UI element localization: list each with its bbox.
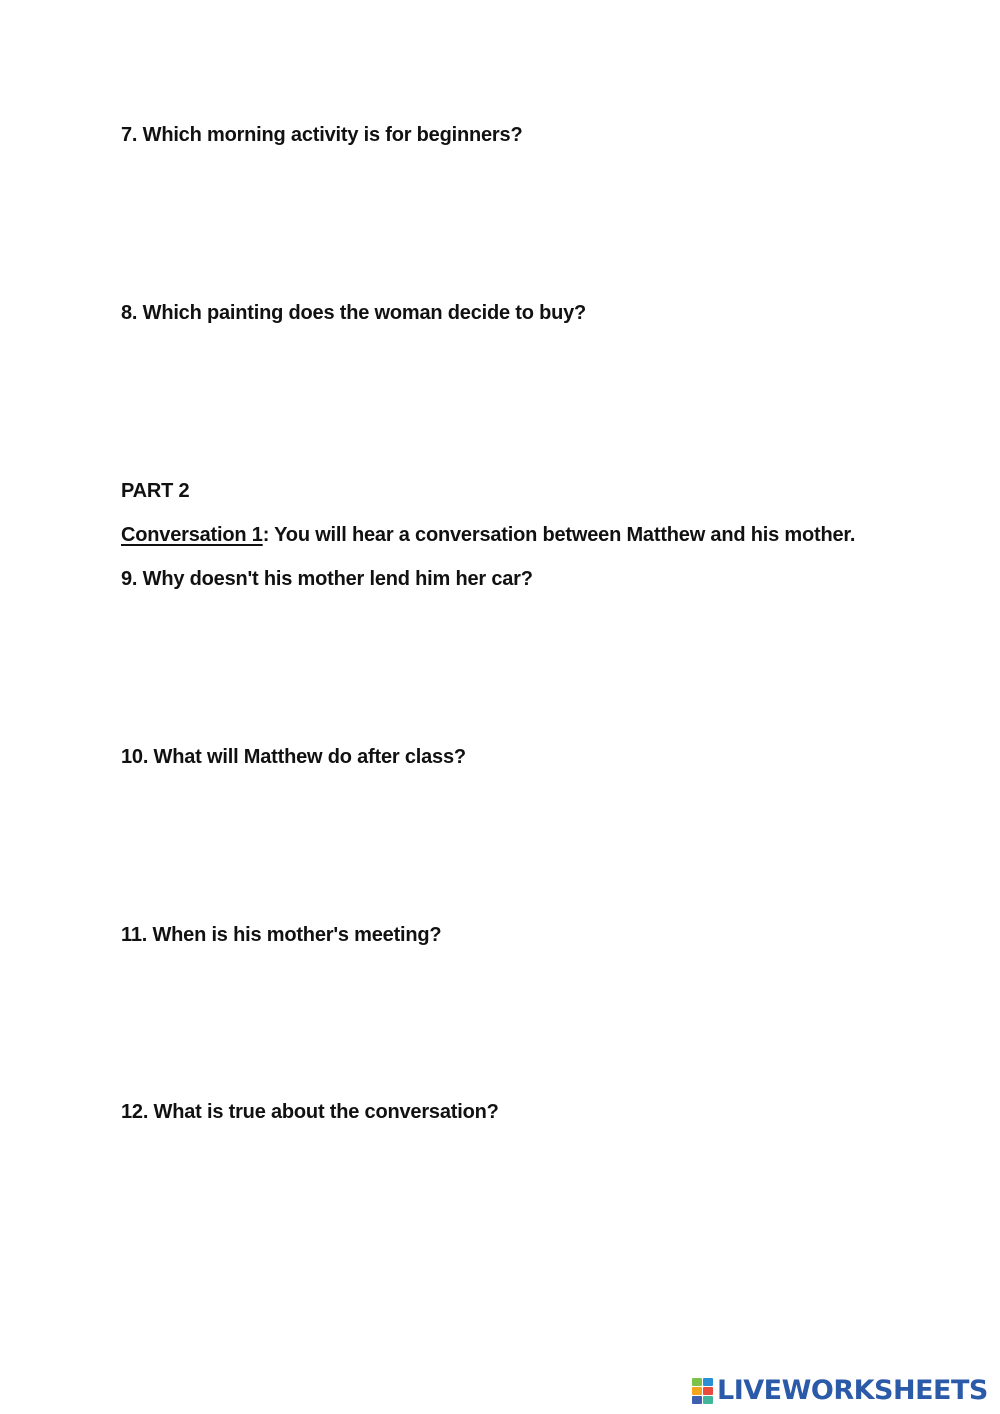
conversation-1-label: Conversation 1: [121, 524, 263, 546]
question-9: 9. Why doesn't his mother lend him her car?: [121, 568, 533, 590]
question-10: 10. What will Matthew do after class?: [121, 746, 466, 768]
question-7: 7. Which morning activity is for beginners?: [121, 124, 523, 146]
part-2-heading: PART 2: [121, 480, 190, 502]
liveworksheets-logo-text: LIVEWORKSHEETS: [717, 1375, 988, 1406]
question-8: 8. Which painting does the woman decide to buy?: [121, 302, 587, 324]
question-12: 12. What is true about the conversation?: [121, 1101, 499, 1123]
question-11: 11. When is his mother's meeting?: [121, 924, 442, 946]
conversation-1-intro: [121, 523, 855, 547]
conversation-1-description: : You will hear a conversation between Matthew and his mother.: [262, 524, 856, 546]
liveworksheets-logo: [692, 1374, 988, 1408]
liveworksheets-logo-icon: [692, 1378, 714, 1404]
